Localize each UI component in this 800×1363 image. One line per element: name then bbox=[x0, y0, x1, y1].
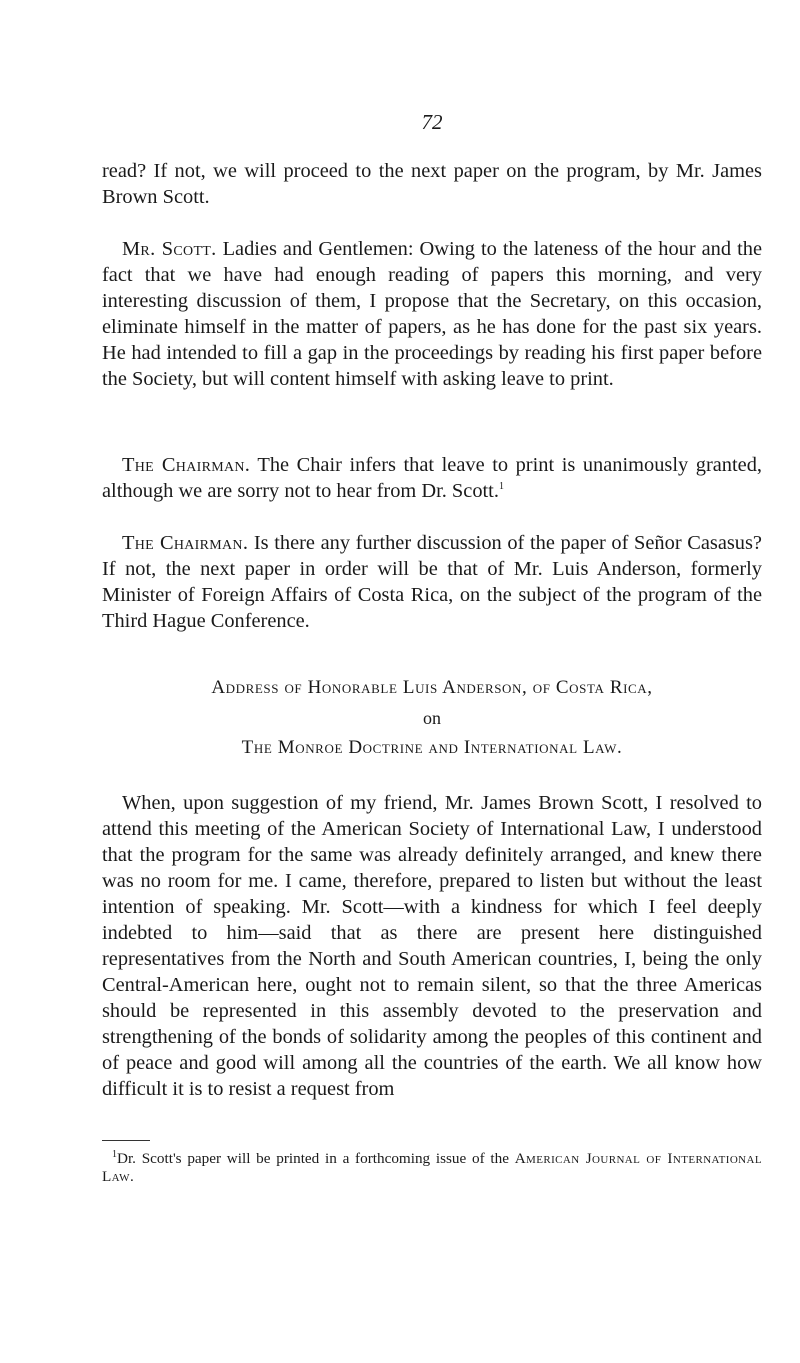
paragraph-text: Is there any further discussion of the paper of Señor Casasus? If not, the next paper in order will be that of Mr. Luis Anderson, formerly Minister of Foreign Affairs of Costa Rica, on the subject of the program of the Third Hague Conference. bbox=[102, 532, 762, 632]
footnote-reference: 1 bbox=[498, 481, 504, 493]
address-heading-subject: The Monroe Doctrine and International Law. bbox=[241, 737, 623, 758]
footnote-divider bbox=[102, 1140, 150, 1141]
paragraph-chairman-remarks-2 bbox=[102, 530, 762, 634]
paragraph-text: Ladies and Gentlemen: Owing to the lateness of the hour and the fact that we have had enough reading of papers this morning, and very interesting discussion of them, I propose that the Secretary, on this occasion, eliminate himself in the matter of papers, as he has done for the past six years. He had intended to fill a gap in the proceedings by reading his first paper before the Society, but will content himself with asking leave to print. bbox=[102, 238, 762, 390]
footnote-journal-name: American Journal of International Law bbox=[102, 1150, 762, 1185]
speaker-label: Mr. Scott. bbox=[122, 238, 217, 260]
speaker-label: The Chairman. bbox=[122, 532, 249, 554]
footnote-text-end: . bbox=[129, 1168, 134, 1185]
paragraph-address-body bbox=[102, 790, 762, 1102]
footnote bbox=[102, 1150, 762, 1186]
page-number: 72 bbox=[421, 110, 443, 134]
paragraph-scott-remarks bbox=[102, 236, 762, 392]
address-heading-on: on bbox=[423, 708, 441, 728]
paragraph-text: When, upon suggestion of my friend, Mr. James Brown Scott, I resolved to attend this meeting of the American Society of International Law, I understood that the program for the same was already definitely arranged, and knew there was no room for me. I came, therefore, prepared to listen but without the least intention of speaking. Mr. Scott—with a kindness for which I feel deeply indebted to him—said that as there are present here distinguished representatives from the North and South American countries, I, being the only Central-American here, ought not to remain silent, so that the three Americas should be represented in this assembly devoted to the preservation and strengthening of the bonds of solidarity among the peoples of this continent and of peace and good will among all the countries of the earth. We all know how difficult it is to resist a request from bbox=[102, 792, 762, 1100]
paragraph-text: The Chair infers that leave to print is unanimously granted, although we are sorry not to hear from Dr. Scott. bbox=[102, 454, 763, 502]
speaker-label: The Chairman. bbox=[122, 454, 251, 476]
footnote-text: Dr. Scott's paper will be printed in a forthcoming issue of the bbox=[117, 1150, 515, 1167]
paragraph-chairman-remarks-1 bbox=[102, 452, 762, 504]
footnote-mark: 1 bbox=[112, 1148, 117, 1160]
address-heading-title: Address of Honorable Luis Anderson, of Costa Rica, bbox=[211, 677, 653, 698]
paragraph-text: read? If not, we will proceed to the next paper on the program, by Mr. James Brown Scott. bbox=[102, 160, 762, 208]
paragraph-continuation bbox=[102, 158, 762, 210]
